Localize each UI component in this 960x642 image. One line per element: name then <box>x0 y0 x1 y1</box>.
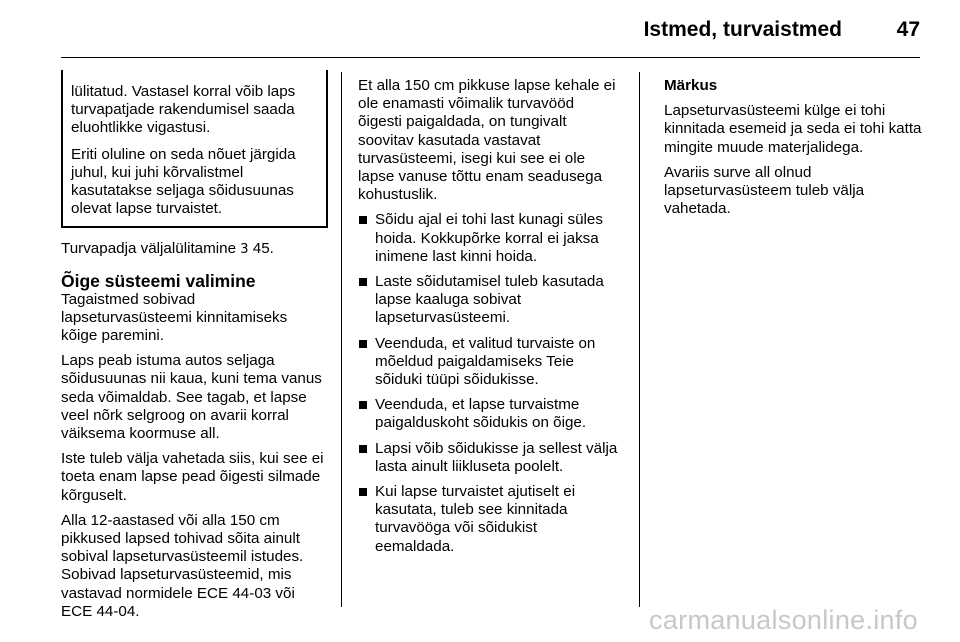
body-paragraph: Avariis surve all olnud lapseturvasüsteem tuleb välja vahetada. <box>664 163 865 218</box>
warning-box <box>61 70 328 228</box>
body-paragraph: Laps peab istuma autos seljaga sõidusuunas nii kaua, kuni tema vanus seda võimaldab. See tagab, et lapse veel nõrk selgroog on avarii korral väiksema koormuse all. <box>61 352 322 443</box>
bullet-item: Lapsi võib sõidukisse ja sellest välja lasta ainult liikluseta poolelt. <box>358 440 620 476</box>
column-divider-2 <box>639 72 640 607</box>
body-paragraph: Tagaistmed sobivad lapseturvasüsteemi kinnitamiseks kõige paremini. <box>61 290 288 345</box>
bullet-item: Kui lapse turvaistet ajutiselt ei kasutata, tuleb see kinnitada turvavööga või sõidukist eemaldada. <box>358 483 620 556</box>
cross-reference <box>61 240 326 259</box>
bullet-list <box>358 211 620 555</box>
body-paragraph: Iste tuleb välja vahetada siis, kui see ei toeta enam lapse pead õigesti silmade kõrguselt. <box>61 450 324 504</box>
header-title: Istmed, turvaistmed <box>643 18 842 41</box>
bullet-item: Veenduda, et valitud turvaiste on mõeldud paigaldamiseks Teie sõiduki tüüpi sõidukisse. <box>358 335 620 390</box>
cross-reference-page: 45. <box>252 240 274 258</box>
bullet-item: Sõidu ajal ei tohi last kunagi süles hoida. Kokkupõrke korral ei jaksa inimene last kinni hoida. <box>358 211 620 266</box>
warning-paragraph: Eriti oluline on seda nõuet järgida juhul, kui juhi kõrvalistmel kasutatakse seljaga sõidusuunas olevat lapse turvaistet. <box>71 145 296 218</box>
cross-reference-text: Turvapadja väljalülitamine <box>61 240 237 258</box>
bullet-item: Veenduda, et lapse turvaistme paigalduskoht sõidukis on õige. <box>358 396 620 432</box>
reference-arrow-icon: 3 <box>240 242 249 258</box>
header-rule <box>61 57 920 58</box>
note-heading: Märkus <box>664 77 718 94</box>
body-paragraph: Alla 12-aastased või alla 150 cm pikkused lapsed tohivad sõita ainult sobival lapseturvasüsteemil istudes. Sobivad lapseturvasüsteemid, mis vastavad normidele ECE 44-03 või ECE 44-04. <box>61 511 304 620</box>
column-divider-1 <box>341 72 342 607</box>
bullet-item: Laste sõidutamisel tuleb kasutada lapse kaaluga sobivat lapseturvasüsteemi. <box>358 273 620 328</box>
body-paragraph: Et alla 150 cm pikkuse lapse kehale ei ole enamasti võimalik turvavööd õigesti paigaldada, on tungivalt soovitav kasutada vastavat turvasüsteemi, isegi kui see ei ole lapse vanuse tõttu enam seadusega kohustuslik. <box>358 77 616 204</box>
note-text: Lapseturvasüsteemi külge ei tohi kinnitada esemeid ja seda ei tohi katta mingite muude materjalidega. <box>664 102 922 156</box>
page-number: 47 <box>896 18 920 41</box>
section-heading: Õige süsteemi valimine <box>61 270 256 291</box>
column-2 <box>358 77 620 563</box>
column-1 <box>61 70 326 628</box>
column-3 <box>664 77 926 225</box>
warning-paragraph: lülitatud. Vastasel korral võib laps turvapatjade rakendumisel saada eluohtlikke vigastusi. <box>71 83 296 137</box>
watermark: carmanualsonline.info <box>649 605 918 635</box>
